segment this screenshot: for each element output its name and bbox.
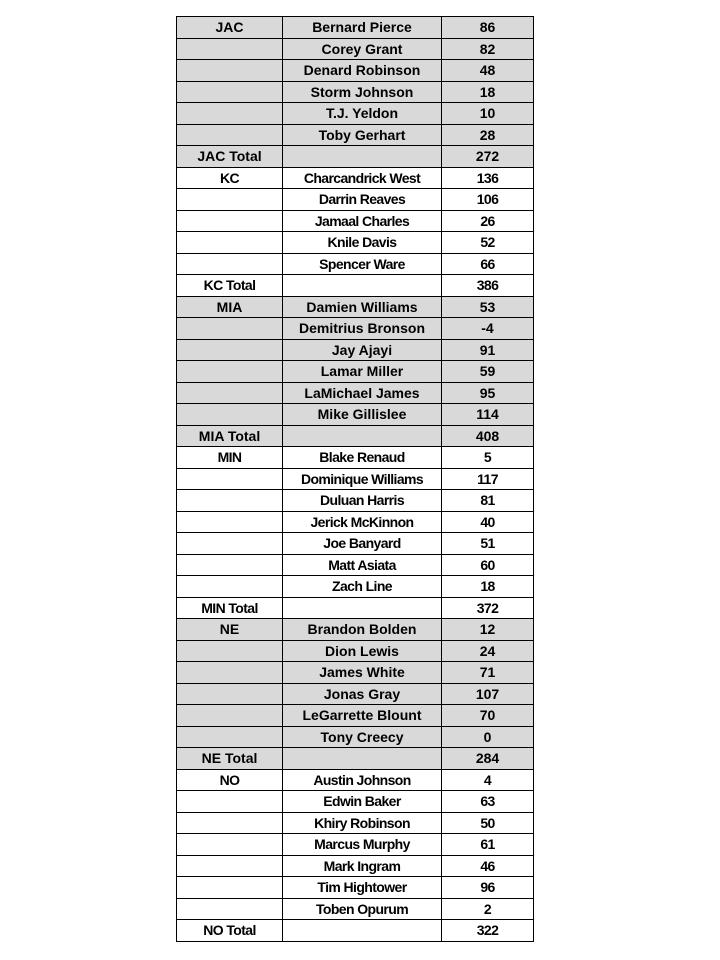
table-row	[177, 81, 534, 103]
team-cell	[177, 124, 283, 146]
value-cell: 26	[442, 210, 534, 232]
player-cell: Demitrius Bronson	[283, 318, 442, 340]
team-cell	[177, 576, 283, 598]
player-cell: Corey Grant	[283, 38, 442, 60]
team-cell: MIN	[177, 447, 283, 469]
team-cell	[177, 38, 283, 60]
table-row	[177, 898, 534, 920]
player-cell: Spencer Ware	[283, 253, 442, 275]
player-cell: Tony Creecy	[283, 726, 442, 748]
player-cell: Tim Hightower	[283, 877, 442, 899]
team-cell	[177, 404, 283, 426]
total-row	[177, 597, 534, 619]
player-cell: Denard Robinson	[283, 60, 442, 82]
value-cell: 4	[442, 769, 534, 791]
team-cell	[177, 898, 283, 920]
player-cell: Mark Ingram	[283, 855, 442, 877]
team-cell	[177, 189, 283, 211]
value-cell: -4	[442, 318, 534, 340]
value-cell: 2	[442, 898, 534, 920]
value-cell: 5	[442, 447, 534, 469]
value-cell: 18	[442, 81, 534, 103]
player-cell: Zach Line	[283, 576, 442, 598]
table-row	[177, 318, 534, 340]
table-row	[177, 17, 534, 39]
player-cell: Matt Asiata	[283, 554, 442, 576]
total-label-cell: KC Total	[177, 275, 283, 297]
table-row	[177, 189, 534, 211]
team-cell	[177, 81, 283, 103]
player-cell: Toben Opurum	[283, 898, 442, 920]
total-row	[177, 146, 534, 168]
player-cell: Knile Davis	[283, 232, 442, 254]
value-cell: 114	[442, 404, 534, 426]
total-label-cell: JAC Total	[177, 146, 283, 168]
player-cell: Brandon Bolden	[283, 619, 442, 641]
table-row	[177, 382, 534, 404]
value-cell: 18	[442, 576, 534, 598]
table-row	[177, 404, 534, 426]
team-cell	[177, 361, 283, 383]
empty-cell	[283, 920, 442, 942]
value-cell: 86	[442, 17, 534, 39]
value-cell: 96	[442, 877, 534, 899]
table-row	[177, 124, 534, 146]
table-row	[177, 726, 534, 748]
empty-cell	[283, 748, 442, 770]
value-cell: 136	[442, 167, 534, 189]
value-cell: 10	[442, 103, 534, 125]
player-cell: Dion Lewis	[283, 640, 442, 662]
team-cell	[177, 232, 283, 254]
team-cell	[177, 726, 283, 748]
table-row	[177, 662, 534, 684]
value-cell: 50	[442, 812, 534, 834]
value-cell: 91	[442, 339, 534, 361]
player-cell: Damien Williams	[283, 296, 442, 318]
total-label-cell: NO Total	[177, 920, 283, 942]
table-row	[177, 253, 534, 275]
value-cell: 107	[442, 683, 534, 705]
player-cell: Jamaal Charles	[283, 210, 442, 232]
player-cell: Austin Johnson	[283, 769, 442, 791]
table-row	[177, 812, 534, 834]
value-cell: 70	[442, 705, 534, 727]
value-cell: 52	[442, 232, 534, 254]
team-cell	[177, 554, 283, 576]
value-cell: 106	[442, 189, 534, 211]
player-cell: Khiry Robinson	[283, 812, 442, 834]
team-cell	[177, 318, 283, 340]
total-label-cell: MIN Total	[177, 597, 283, 619]
team-cell: MIA	[177, 296, 283, 318]
table-row	[177, 855, 534, 877]
player-cell: T.J. Yeldon	[283, 103, 442, 125]
table-row	[177, 554, 534, 576]
team-cell: NO	[177, 769, 283, 791]
table-row	[177, 683, 534, 705]
player-cell: Charcandrick West	[283, 167, 442, 189]
table-row	[177, 834, 534, 856]
team-cell	[177, 791, 283, 813]
team-cell	[177, 533, 283, 555]
value-cell: 0	[442, 726, 534, 748]
table-row	[177, 511, 534, 533]
total-row	[177, 920, 534, 942]
table-row	[177, 533, 534, 555]
total-label-cell: NE Total	[177, 748, 283, 770]
table-row	[177, 705, 534, 727]
table-row	[177, 167, 534, 189]
table-row	[177, 791, 534, 813]
value-cell: 48	[442, 60, 534, 82]
value-cell: 63	[442, 791, 534, 813]
team-cell	[177, 683, 283, 705]
total-value-cell: 386	[442, 275, 534, 297]
table-row	[177, 38, 534, 60]
total-value-cell: 372	[442, 597, 534, 619]
table-row	[177, 619, 534, 641]
player-cell: Darrin Reaves	[283, 189, 442, 211]
player-cell: Jerick McKinnon	[283, 511, 442, 533]
total-value-cell: 272	[442, 146, 534, 168]
total-row	[177, 275, 534, 297]
table-row	[177, 103, 534, 125]
player-cell: LaMichael James	[283, 382, 442, 404]
total-value-cell: 408	[442, 425, 534, 447]
value-cell: 51	[442, 533, 534, 555]
table-row	[177, 877, 534, 899]
table-row	[177, 361, 534, 383]
player-cell: Marcus Murphy	[283, 834, 442, 856]
player-cell: Storm Johnson	[283, 81, 442, 103]
value-cell: 71	[442, 662, 534, 684]
value-cell: 95	[442, 382, 534, 404]
total-row	[177, 425, 534, 447]
value-cell: 82	[442, 38, 534, 60]
table-row	[177, 576, 534, 598]
team-cell: JAC	[177, 17, 283, 39]
team-cell	[177, 339, 283, 361]
player-cell: James White	[283, 662, 442, 684]
value-cell: 81	[442, 490, 534, 512]
value-cell: 59	[442, 361, 534, 383]
team-cell	[177, 834, 283, 856]
team-cell	[177, 812, 283, 834]
table-row	[177, 769, 534, 791]
player-cell: Blake Renaud	[283, 447, 442, 469]
team-cell: NE	[177, 619, 283, 641]
player-cell: LeGarrette Blount	[283, 705, 442, 727]
team-cell	[177, 855, 283, 877]
player-cell: Jay Ajayi	[283, 339, 442, 361]
player-cell: Joe Banyard	[283, 533, 442, 555]
value-cell: 28	[442, 124, 534, 146]
rushing-table	[176, 16, 534, 942]
player-cell: Mike Gillislee	[283, 404, 442, 426]
empty-cell	[283, 597, 442, 619]
table-row	[177, 210, 534, 232]
value-cell: 12	[442, 619, 534, 641]
player-cell: Bernard Pierce	[283, 17, 442, 39]
table-row	[177, 339, 534, 361]
table-row	[177, 447, 534, 469]
team-cell	[177, 382, 283, 404]
value-cell: 61	[442, 834, 534, 856]
team-cell	[177, 490, 283, 512]
table-row	[177, 490, 534, 512]
team-cell	[177, 60, 283, 82]
total-row	[177, 748, 534, 770]
value-cell: 24	[442, 640, 534, 662]
table-row	[177, 468, 534, 490]
player-cell: Dominique Williams	[283, 468, 442, 490]
value-cell: 66	[442, 253, 534, 275]
team-cell: KC	[177, 167, 283, 189]
empty-cell	[283, 146, 442, 168]
team-cell	[177, 511, 283, 533]
value-cell: 40	[442, 511, 534, 533]
table-row	[177, 640, 534, 662]
value-cell: 117	[442, 468, 534, 490]
team-cell	[177, 253, 283, 275]
value-cell: 60	[442, 554, 534, 576]
team-cell	[177, 705, 283, 727]
empty-cell	[283, 275, 442, 297]
table-row	[177, 296, 534, 318]
team-cell	[177, 210, 283, 232]
total-value-cell: 284	[442, 748, 534, 770]
team-cell	[177, 662, 283, 684]
value-cell: 53	[442, 296, 534, 318]
total-value-cell: 322	[442, 920, 534, 942]
team-cell	[177, 877, 283, 899]
table-body	[177, 17, 534, 942]
total-label-cell: MIA Total	[177, 425, 283, 447]
table-row	[177, 232, 534, 254]
player-cell: Lamar Miller	[283, 361, 442, 383]
table-row	[177, 60, 534, 82]
value-cell: 46	[442, 855, 534, 877]
player-cell: Duluan Harris	[283, 490, 442, 512]
player-cell: Edwin Baker	[283, 791, 442, 813]
team-cell	[177, 468, 283, 490]
player-cell: Jonas Gray	[283, 683, 442, 705]
team-cell	[177, 640, 283, 662]
empty-cell	[283, 425, 442, 447]
player-cell: Toby Gerhart	[283, 124, 442, 146]
team-cell	[177, 103, 283, 125]
